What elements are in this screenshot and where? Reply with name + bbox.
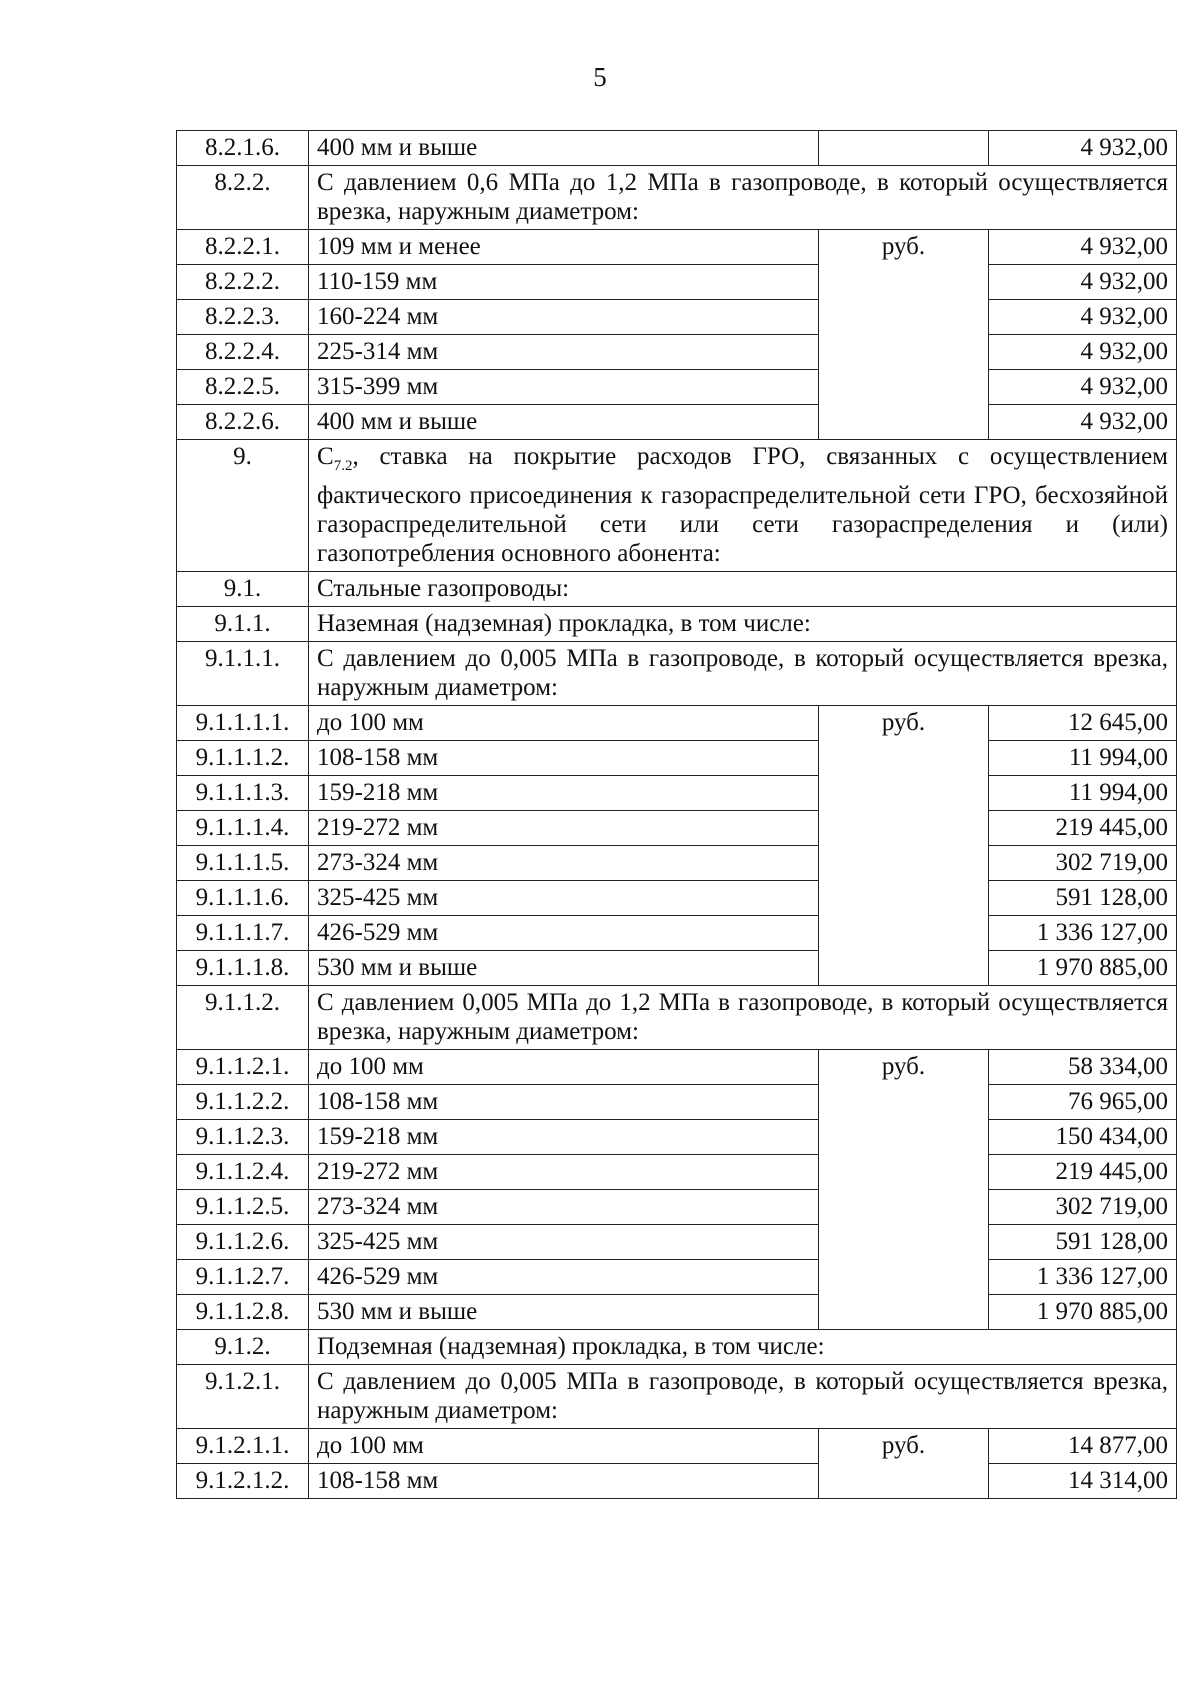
row-value: 4 932,00 (989, 265, 1177, 300)
row-code: 9.1.1.2.8. (177, 1295, 309, 1330)
row-description: 108-158 мм (309, 1464, 819, 1499)
section-title (309, 440, 1177, 572)
row-value: 4 932,00 (989, 335, 1177, 370)
row-description: 109 мм и менее (309, 230, 819, 265)
row-code: 8.2.1.6. (177, 131, 309, 166)
row-value: 591 128,00 (989, 881, 1177, 916)
table-row (177, 776, 1177, 811)
row-code: 9.1.1.1.1. (177, 706, 309, 741)
table-row (177, 1085, 1177, 1120)
row-code: 9.1.2.1.2. (177, 1464, 309, 1499)
row-description: 108-158 мм (309, 741, 819, 776)
section-title-text: С давлением до 0,005 МПа в газопроводе, в который осуществляется врезка, наружным диаметром: (317, 1368, 1168, 1424)
section-title (309, 166, 1177, 230)
table-row (177, 1155, 1177, 1190)
row-code: 9.1.2.1. (177, 1365, 309, 1429)
row-code: 9.1.1.1.5. (177, 846, 309, 881)
row-value: 302 719,00 (989, 1190, 1177, 1225)
section-row (177, 440, 1177, 572)
row-code: 8.2.2.2. (177, 265, 309, 300)
section-title (309, 642, 1177, 706)
row-value: 1 970 885,00 (989, 951, 1177, 986)
row-value: 591 128,00 (989, 1225, 1177, 1260)
rate-symbol-subscript: 7.2 (333, 458, 353, 474)
row-code: 9.1.1.1. (177, 642, 309, 706)
row-value: 219 445,00 (989, 811, 1177, 846)
table-row (177, 265, 1177, 300)
row-code: 9.1.1.1.4. (177, 811, 309, 846)
unit-cell: руб. (819, 1429, 989, 1499)
row-code: 9.1.1.1.7. (177, 916, 309, 951)
row-code: 9.1.1.2.2. (177, 1085, 309, 1120)
row-description: 325-425 мм (309, 1225, 819, 1260)
page-number: 5 (593, 62, 607, 92)
row-code: 9.1.1.2.1. (177, 1050, 309, 1085)
row-value: 4 932,00 (989, 131, 1177, 166)
table-row (177, 1464, 1177, 1499)
row-value: 4 932,00 (989, 230, 1177, 265)
row-code: 9.1. (177, 572, 309, 607)
row-code: 9.1.1.2.3. (177, 1120, 309, 1155)
row-code: 9.1.1. (177, 607, 309, 642)
table-row (177, 951, 1177, 986)
table-row (177, 1295, 1177, 1330)
section-title-text: С давлением до 0,005 МПа в газопроводе, в который осуществляется врезка, наружным диаметром: (317, 645, 1168, 701)
row-value: 14 314,00 (989, 1464, 1177, 1499)
tariff-table-body (177, 131, 1177, 1499)
section-title (309, 986, 1177, 1050)
row-code: 8.2.2.3. (177, 300, 309, 335)
row-description: 315-399 мм (309, 370, 819, 405)
table-row (177, 881, 1177, 916)
table-row (177, 131, 1177, 166)
row-value: 1 336 127,00 (989, 916, 1177, 951)
section-title-text: С давлением 0,6 МПа до 1,2 МПа в газопроводе, в который осуществляется врезка, наружным диаметром: (317, 169, 1168, 225)
row-value: 1 336 127,00 (989, 1260, 1177, 1295)
row-description: 273-324 мм (309, 846, 819, 881)
row-description: 108-158 мм (309, 1085, 819, 1120)
row-description: 110-159 мм (309, 265, 819, 300)
row-code: 9.1.1.2.5. (177, 1190, 309, 1225)
row-value: 1 970 885,00 (989, 1295, 1177, 1330)
row-value: 4 932,00 (989, 300, 1177, 335)
section-title (309, 572, 1177, 607)
row-value: 12 645,00 (989, 706, 1177, 741)
table-row (177, 370, 1177, 405)
tariff-table (176, 130, 1177, 1499)
table-row (177, 300, 1177, 335)
row-code: 8.2.2. (177, 166, 309, 230)
section-title (309, 607, 1177, 642)
row-description: 400 мм и выше (309, 405, 819, 440)
section-row (177, 572, 1177, 607)
row-code: 9.1.1.1.2. (177, 741, 309, 776)
row-code: 8.2.2.5. (177, 370, 309, 405)
row-code: 8.2.2.1. (177, 230, 309, 265)
row-description: 426-529 мм (309, 916, 819, 951)
table-row (177, 405, 1177, 440)
row-code: 9.1.1.2.4. (177, 1155, 309, 1190)
row-description: 159-218 мм (309, 776, 819, 811)
row-description: 426-529 мм (309, 1260, 819, 1295)
unit-cell: руб. (819, 1050, 989, 1330)
row-description: 530 мм и выше (309, 1295, 819, 1330)
row-code: 9.1.1.1.6. (177, 881, 309, 916)
section-title-text: Стальные газопроводы: (317, 575, 570, 602)
section-title-text: С давлением 0,005 МПа до 1,2 МПа в газопроводе, в который осуществляется врезка, наружным диаметром: (317, 989, 1168, 1045)
row-value: 76 965,00 (989, 1085, 1177, 1120)
row-code: 8.2.2.4. (177, 335, 309, 370)
row-description: 273-324 мм (309, 1190, 819, 1225)
row-code: 8.2.2.6. (177, 405, 309, 440)
row-value: 219 445,00 (989, 1155, 1177, 1190)
section-title (309, 1365, 1177, 1429)
table-row (177, 706, 1177, 741)
row-description: до 100 мм (309, 1050, 819, 1085)
section-title (309, 1330, 1177, 1365)
row-code: 9.1.1.1.8. (177, 951, 309, 986)
row-code: 9.1.1.2.7. (177, 1260, 309, 1295)
row-code: 9.1.1.2. (177, 986, 309, 1050)
row-code: 9.1.2.1.1. (177, 1429, 309, 1464)
table-row (177, 916, 1177, 951)
row-value: 4 932,00 (989, 405, 1177, 440)
row-description: 400 мм и выше (309, 131, 819, 166)
row-description: 530 мм и выше (309, 951, 819, 986)
table-row (177, 230, 1177, 265)
row-code: 9. (177, 440, 309, 572)
table-row (177, 1260, 1177, 1295)
row-value: 4 932,00 (989, 370, 1177, 405)
section-row (177, 607, 1177, 642)
row-code: 9.1.2. (177, 1330, 309, 1365)
row-value: 58 334,00 (989, 1050, 1177, 1085)
row-code: 9.1.1.1.3. (177, 776, 309, 811)
table-row (177, 811, 1177, 846)
table-row (177, 846, 1177, 881)
section-title-text: , ставка на покрытие расходов ГРО, связанных с осуществлением фактического присоединения к газораспределительной сети ГРО, бесхозяйной газораспределительной сети или сети газораспределения и (или) газопотребления основного абонента: (317, 443, 1168, 567)
rate-symbol: C (317, 443, 334, 470)
table-row (177, 1120, 1177, 1155)
row-value: 14 877,00 (989, 1429, 1177, 1464)
unit-cell: руб. (819, 706, 989, 986)
row-code: 9.1.1.2.6. (177, 1225, 309, 1260)
table-row (177, 1429, 1177, 1464)
row-description: 219-272 мм (309, 811, 819, 846)
row-value: 302 719,00 (989, 846, 1177, 881)
unit-cell: руб. (819, 230, 989, 440)
row-description: до 100 мм (309, 706, 819, 741)
section-title-text: Наземная (надземная) прокладка, в том числе: (317, 610, 811, 637)
table-row (177, 741, 1177, 776)
section-row (177, 1330, 1177, 1365)
section-row (177, 166, 1177, 230)
row-description: 219-272 мм (309, 1155, 819, 1190)
table-row (177, 335, 1177, 370)
section-row (177, 1365, 1177, 1429)
table-row (177, 1225, 1177, 1260)
row-description: до 100 мм (309, 1429, 819, 1464)
row-description: 159-218 мм (309, 1120, 819, 1155)
row-description: 325-425 мм (309, 881, 819, 916)
table-row (177, 1050, 1177, 1085)
row-value: 150 434,00 (989, 1120, 1177, 1155)
row-description: 225-314 мм (309, 335, 819, 370)
table-row (177, 1190, 1177, 1225)
row-value: 11 994,00 (989, 776, 1177, 811)
section-title-text: Подземная (надземная) прокладка, в том числе: (317, 1333, 825, 1360)
row-description: 160-224 мм (309, 300, 819, 335)
unit-cell (819, 131, 989, 166)
section-row (177, 642, 1177, 706)
row-value: 11 994,00 (989, 741, 1177, 776)
section-row (177, 986, 1177, 1050)
